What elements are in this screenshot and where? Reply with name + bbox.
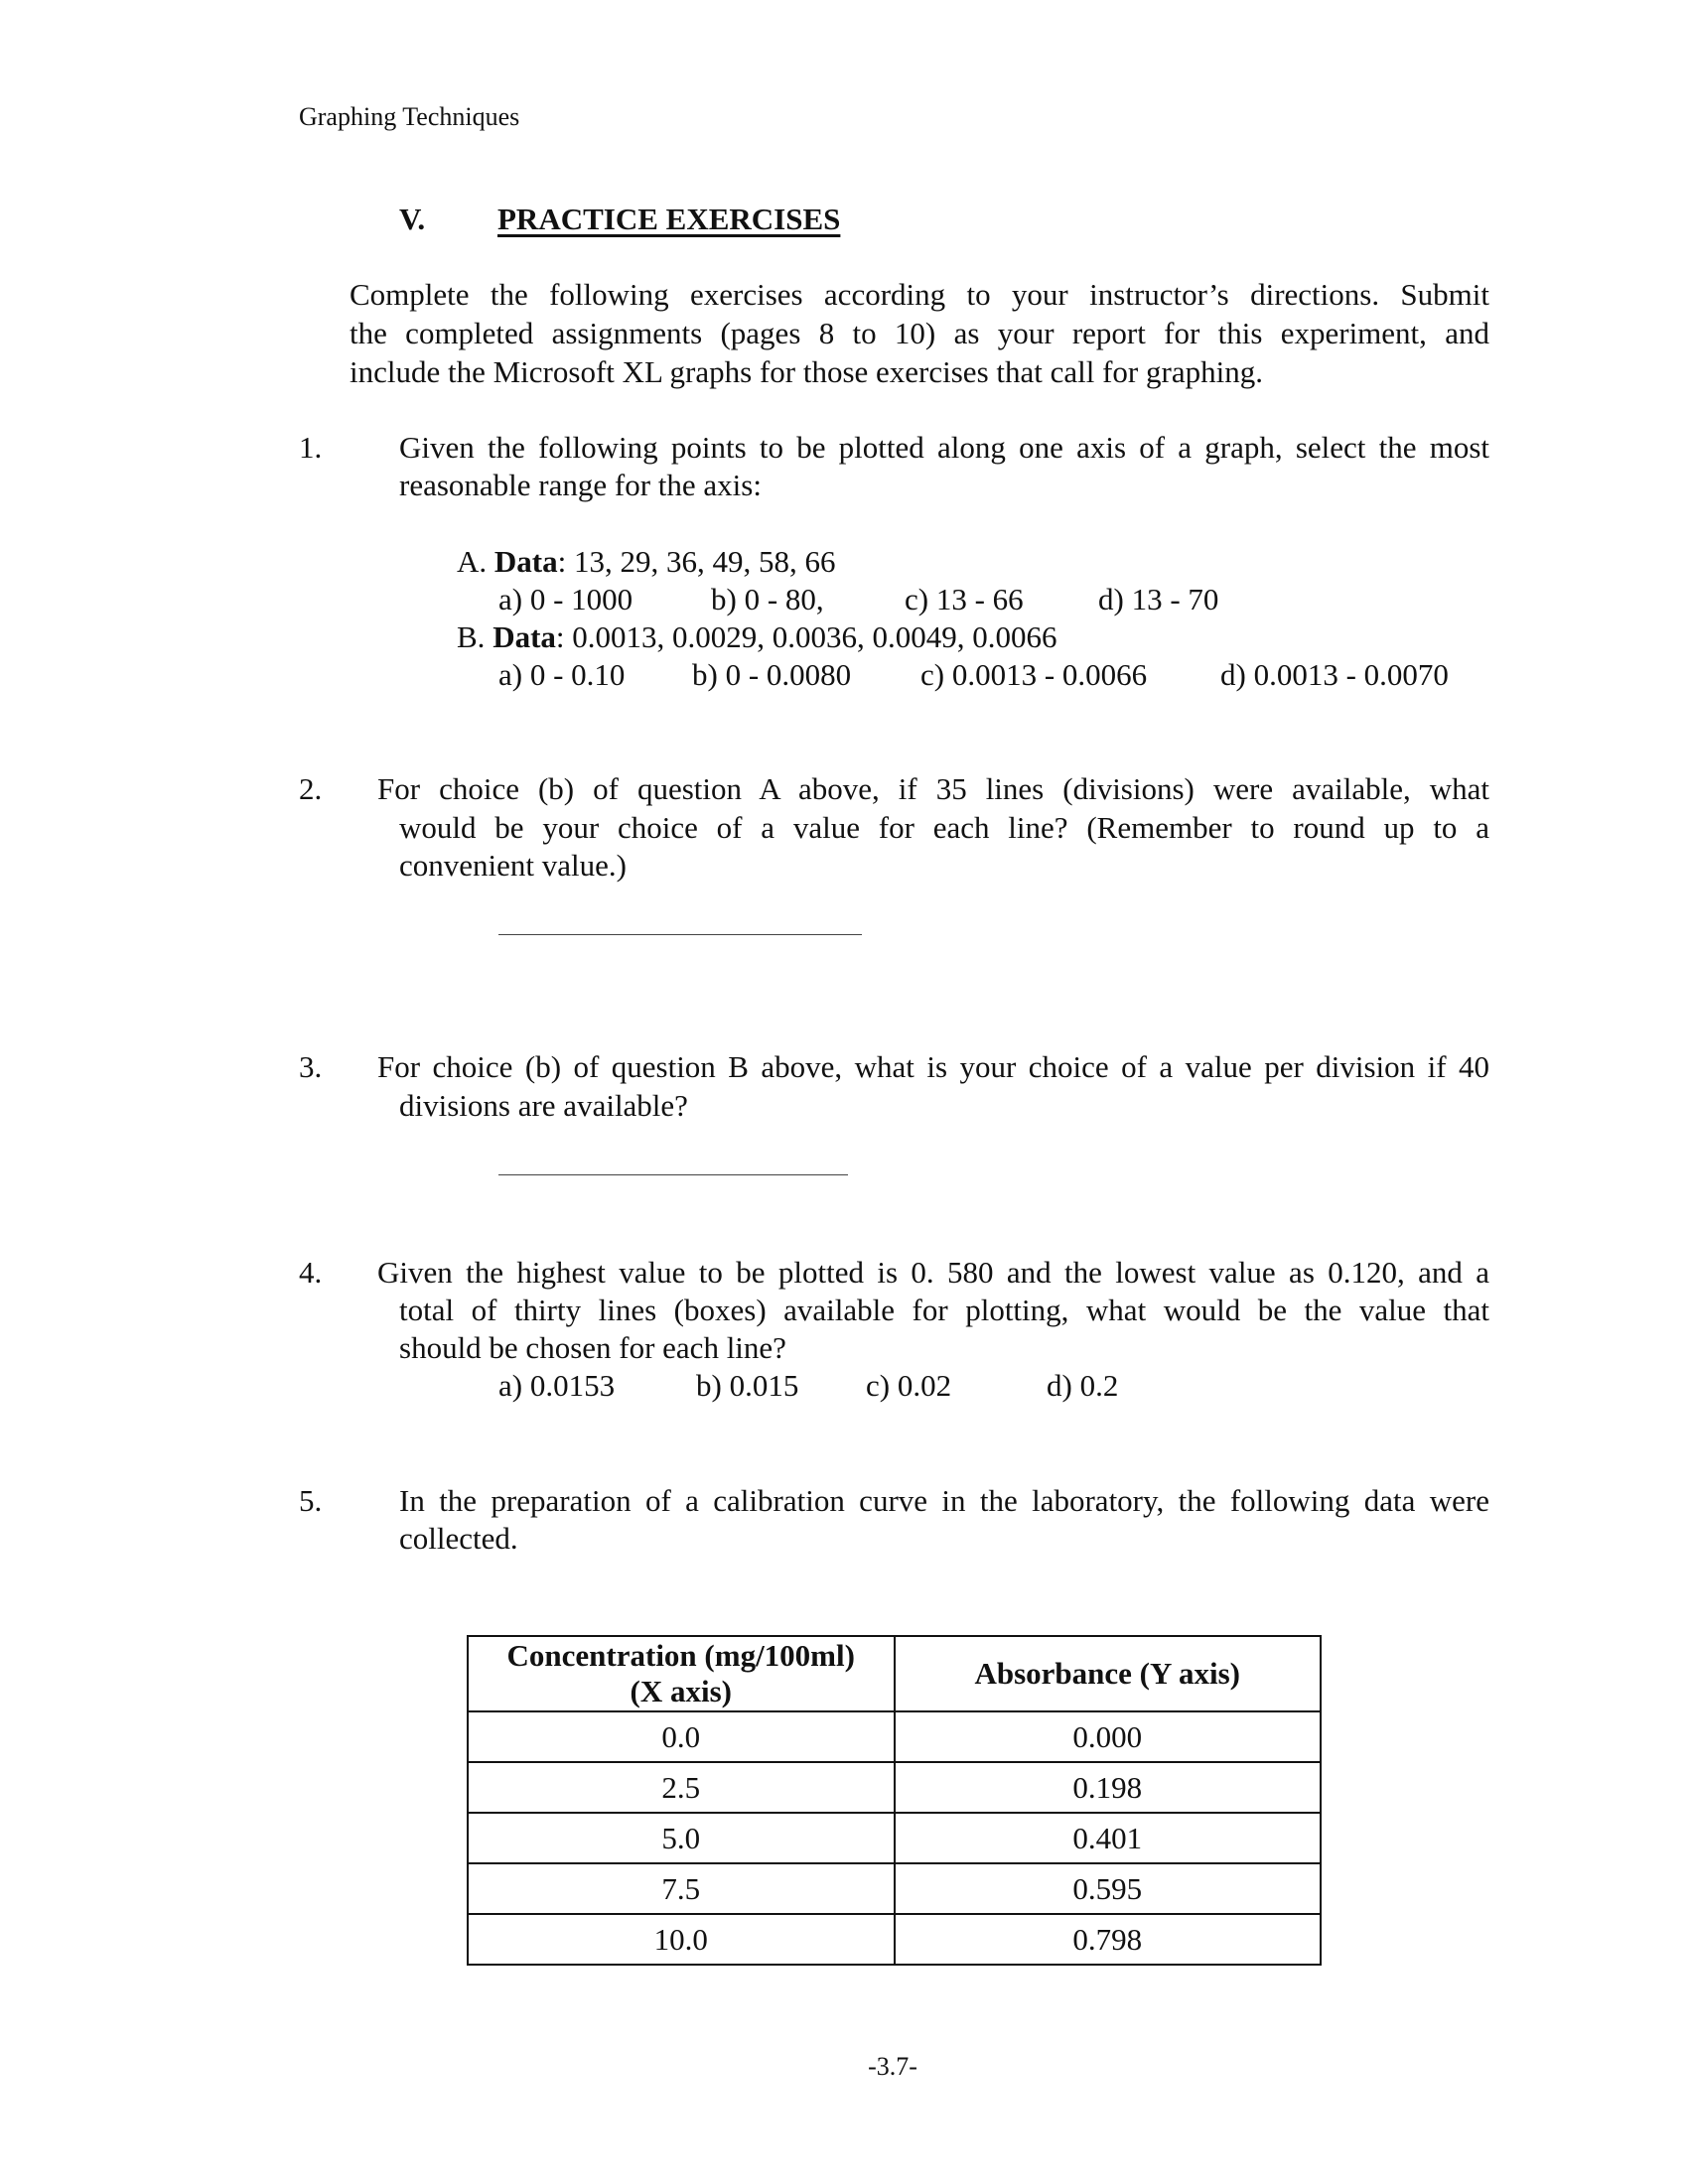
option: b) 0.015 [696,1368,799,1403]
question-text: collected. [399,1521,518,1556]
table-row [468,1813,1321,1863]
data-label: Data [493,544,558,579]
option: d) 13 - 70 [1098,582,1219,616]
question-text: would be your choice of a value for each line? (Remember to round up to a [399,810,1489,845]
question-number: 3. [299,1049,323,1084]
table-row [468,1863,1321,1914]
data-values: : 0.0013, 0.0029, 0.0036, 0.0049, 0.0066 [555,619,1057,654]
cell: 2.5 [468,1762,895,1813]
question-text: In the preparation of a calibration curve in the laboratory, the following data were [399,1483,1489,1518]
option: d) 0.0013 - 0.0070 [1220,657,1449,692]
question-text: should be chosen for each line? [399,1330,786,1365]
part-a [457,543,835,581]
question-text: Given the highest value to be plotted is 0. 580 and the lowest value as 0.120, and a [377,1255,1489,1290]
option: a) 0.0153 [498,1368,616,1403]
question-text: convenient value.) [399,848,627,883]
cell: 0.000 [895,1711,1322,1762]
cell: 0.0 [468,1711,895,1762]
option: c) 0.0013 - 0.0066 [920,657,1148,692]
data-label: Data [492,619,556,654]
intro-line: the completed assignments (pages 8 to 10) as your report for this experiment, and [350,316,1489,350]
section-number: V. [399,202,426,236]
cell: 5.0 [468,1813,895,1863]
option: c) 0.02 [866,1368,952,1403]
table-row [468,1762,1321,1813]
question-text: For choice (b) of question A above, if 35 lines (divisions) were available, what [377,771,1489,806]
section-title: PRACTICE EXERCISES [497,202,841,236]
cell: 0.401 [895,1813,1322,1863]
question-number: 2. [299,771,323,806]
option: a) 0 - 1000 [498,582,633,616]
table-row [468,1711,1321,1762]
cell: 0.595 [895,1863,1322,1914]
table-header-row [468,1636,1321,1711]
running-header: Graphing Techniques [299,102,520,131]
option: b) 0 - 80, [711,582,824,616]
question-text: total of thirty lines (boxes) available for plotting, what would be the value that [399,1293,1489,1327]
question-number: 1. [299,430,323,465]
data-values: : 13, 29, 36, 49, 58, 66 [557,544,836,579]
answer-blank[interactable] [498,1174,848,1175]
intro-line: Complete the following exercises according to your instructor’s directions. Submit [350,277,1489,312]
option: d) 0.2 [1047,1368,1119,1403]
table-row [468,1914,1321,1965]
question-number: 4. [299,1255,323,1290]
part-letter: B. [457,619,486,654]
option: a) 0 - 0.10 [498,657,626,692]
cell: 0.798 [895,1914,1322,1965]
calibration-data-table [467,1635,1322,1966]
option: c) 13 - 66 [905,582,1024,616]
part-letter: A. [457,544,488,579]
question-text: reasonable range for the axis: [399,468,762,502]
question-text: Given the following points to be plotted along one axis of a graph, select the most [399,430,1489,465]
cell: 10.0 [468,1914,895,1965]
column-header-absorbance: Absorbance (Y axis) [895,1636,1322,1711]
cell: 0.198 [895,1762,1322,1813]
cell: 7.5 [468,1863,895,1914]
answer-blank[interactable] [498,934,862,935]
page-number: -3.7- [868,2052,917,2081]
part-b [457,618,1057,656]
column-header-concentration: Concentration (mg/100ml) (X axis) [468,1636,895,1711]
intro-line: include the Microsoft XL graphs for those exercises that call for graphing. [350,354,1263,389]
question-text: For choice (b) of question B above, what is your choice of a value per division if 40 [377,1049,1489,1084]
question-text: divisions are available? [399,1088,688,1123]
question-number: 5. [299,1483,323,1518]
option: b) 0 - 0.0080 [692,657,852,692]
